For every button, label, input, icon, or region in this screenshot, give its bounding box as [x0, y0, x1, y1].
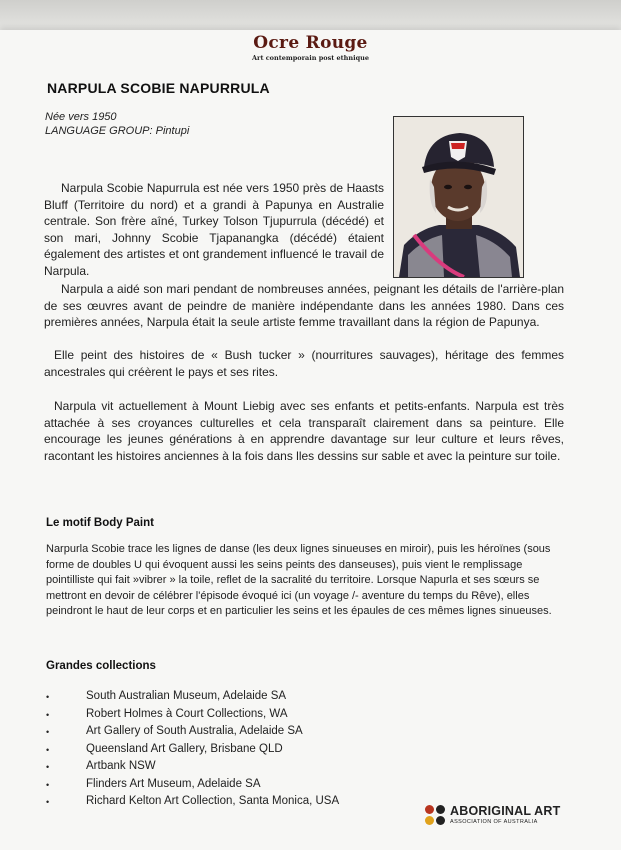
- collection-item: [46, 690, 446, 708]
- logo-dot: [436, 805, 445, 814]
- aboriginal-art-logo: [425, 803, 585, 831]
- collection-name: Robert Holmes à Court Collections, WA: [86, 707, 288, 720]
- bio-paragraph-3: Elle peint des histoires de « Bush tucker » (nourritures sauvages), héritage des femmes ancestrales qui créèrent le pays et ses rites.: [44, 348, 564, 379]
- bullet-icon: •: [46, 709, 50, 720]
- brand-subtitle: Art contemporain post ethnique: [251, 54, 369, 62]
- artist-meta: [45, 110, 189, 138]
- collection-name: Richard Kelton Art Collection, Santa Monica, USA: [86, 795, 340, 807]
- logo-dot: [436, 816, 445, 825]
- collection-name: Queensland Art Gallery, Brisbane QLD: [86, 742, 283, 755]
- artist-born: Née vers 1950: [45, 111, 117, 123]
- artist-portrait-photo: [393, 116, 524, 278]
- logo-dot: [425, 805, 434, 814]
- collections-list: [46, 690, 446, 813]
- bullet-icon: •: [46, 727, 50, 737]
- collections-section-title: Grandes collections: [46, 660, 156, 672]
- background-strip: [0, 0, 621, 30]
- bio-paragraph-4: Narpula vit actuellement à Mount Liebig avec ses enfants et petits-enfants. Narpula est très attachée à ses croyances culturelles et cela transparaît clairement dans sa peinture. Elle encourage les jeunes générations à en apprendre davantage sur leur culture et leurs rêves, racontant les histoires anciennes à la fois dans lles dessins sur sable et avec la peinture sur toile.: [44, 399, 564, 463]
- artist-language-group: LANGUAGE GROUP: Pintupi: [45, 125, 190, 137]
- portrait-illustration: [394, 117, 523, 277]
- bullet-icon: •: [46, 762, 50, 772]
- collection-name: Artbank NSW: [86, 760, 156, 772]
- collection-item: [46, 778, 446, 796]
- bullet-icon: •: [46, 797, 50, 807]
- bullet-icon: •: [46, 744, 50, 755]
- collection-name: Flinders Art Museum, Adelaide SA: [86, 777, 261, 790]
- collection-item: [46, 795, 446, 813]
- logo-dots-icon: [425, 805, 447, 827]
- collection-name: South Australian Museum, Adelaide SA: [86, 690, 287, 702]
- collection-item: [46, 760, 446, 778]
- bio-paragraph-1: Narpula Scobie Napurrula est née vers 1950 près de Haasts Bluff (Territoire du nord) et a grandi à Papunya en Australie centrale. Son frère aîné, Turkey Tolson Tjupurrula (décédé) et son mari, Johnny Scobie Tjapanangka (décédé) étaient également des artistes et ont grandement influencé le travail de Narpula.: [44, 181, 384, 278]
- collection-item: [46, 725, 446, 743]
- artist-name: NARPULA SCOBIE NAPURRULA: [47, 80, 270, 96]
- brand-title: Ocre Rouge: [253, 33, 368, 53]
- collection-name: Art Gallery of South Australia, Adelaide SA: [86, 725, 303, 737]
- bullet-icon: •: [46, 692, 50, 702]
- bio-paragraph-2: Narpula a aidé son mari pendant de nombreuses années, peignant les détails de l'arrière-plan de ses œuvres avant de peindre de manière indépendante dans les années 1980. Dans ces premières années, Narpula était la seule artiste femme travaillant dans la région de Papunya.: [44, 282, 564, 329]
- brand-header: [0, 33, 621, 62]
- logo-title: ABORIGINAL ART: [450, 804, 561, 818]
- logo-dot: [425, 816, 434, 825]
- logo-subtitle: ASSOCIATION OF AUSTRALIA: [450, 819, 538, 825]
- collection-item: [46, 743, 446, 761]
- bullet-icon: •: [46, 779, 50, 790]
- motif-section-title: Le motif Body Paint: [46, 517, 154, 529]
- collection-item: [46, 708, 446, 726]
- motif-description: Narpurla Scobie trace les lignes de danse (les deux lignes sinueuses en miroir), puis les héroïnes (sous forme de doubles U qui évoquent aussi les seins peints des danseuses), puis vient le remplissage pointilliste qui fait »vibrer » la toile, reflet de la sacralité du territoire. Lorsque Napurla et ses sœurs se mettront en devoir de célébrer l'épisode évoqué ici (un voyage /- aventure du temps du Rêve), elles peindront le haut de leur corps et en particulier les seins et les épaules de ces mêmes lignes sinueuses.: [46, 543, 552, 617]
